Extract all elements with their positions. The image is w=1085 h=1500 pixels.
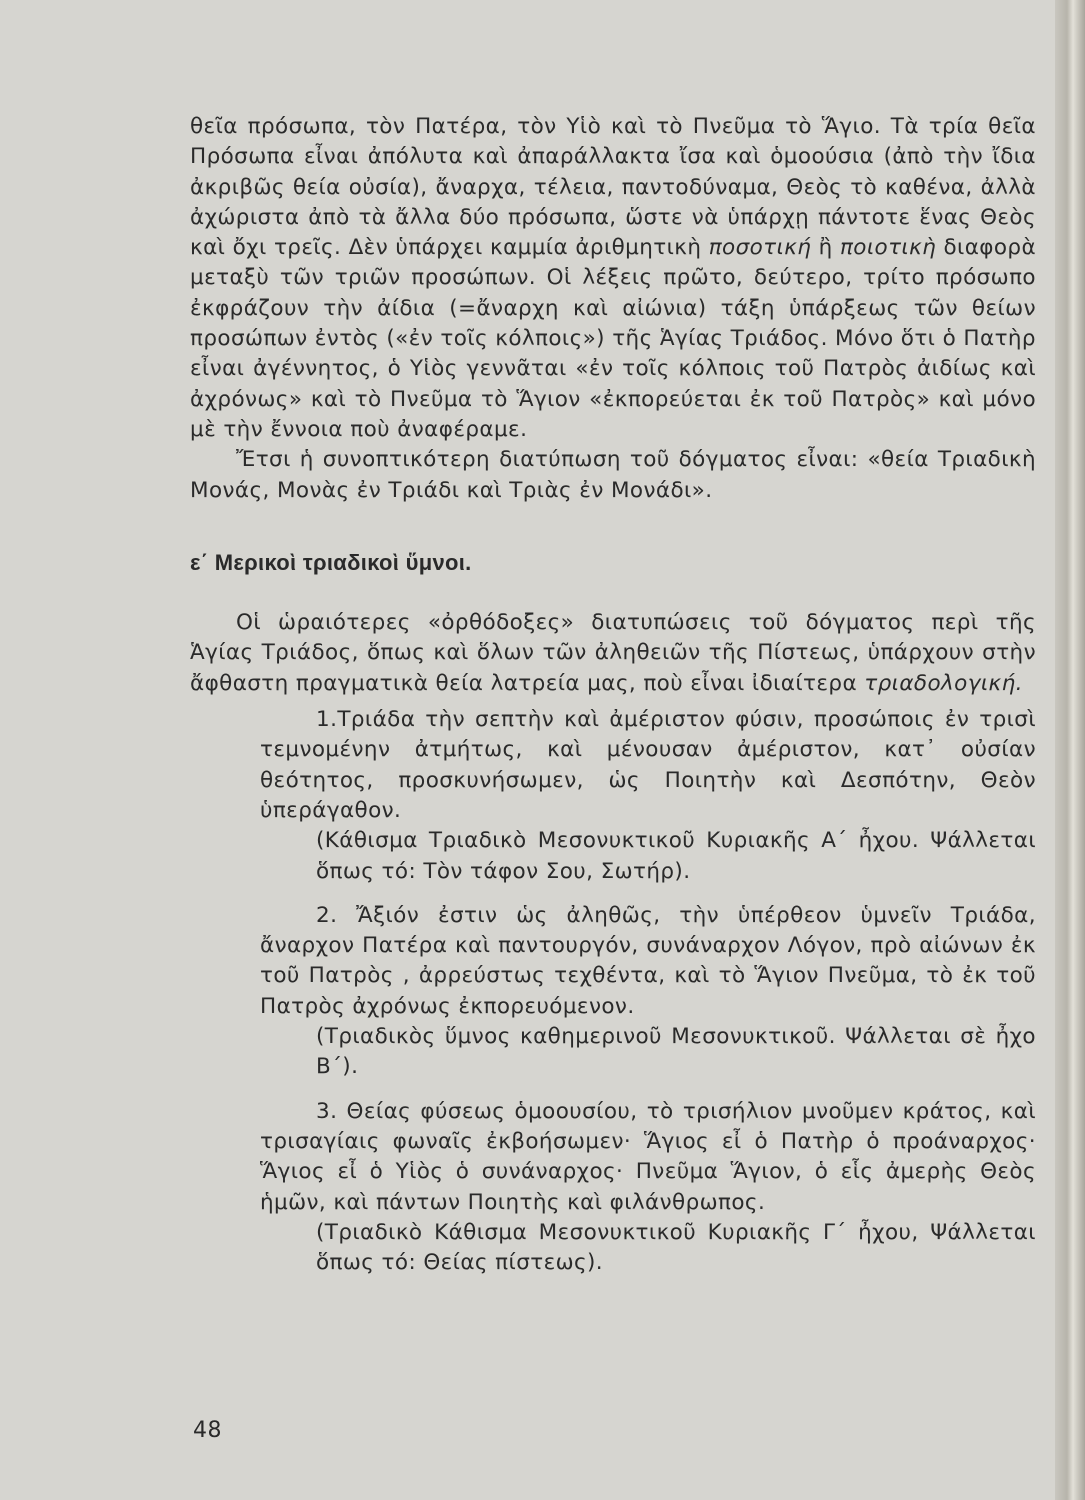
italic-qualitative: ποιοτικὴ — [839, 235, 937, 261]
summary-paragraph: Ἔτσι ἡ συνοπτικότερη διατύπωση τοῦ δόγματος εἶναι: «θεία Τριαδικὴ Μονάς, Μονὰς ἐν Τριάδι καὶ Τριὰς ἐν Μονάδι». — [190, 447, 1036, 503]
italic-quantitative: ποσοτική — [708, 235, 812, 261]
hymn-2 — [260, 901, 1036, 1083]
section-intro: Οἱ ὡραιότερες «ὀρθόδοξες» διατυπώσεις τοῦ δόγματος περὶ τῆς Ἁγίας Τριάδος, ὅπως καὶ ὅλων τῶν ἀληθειῶν τῆς Πίστεως, ὑπάρχουν στὴν ἄφθαστη πραγματικὰ θεία λατρεία μας, ποὺ εἶναι ἰδιαίτερα τριαδολογική. — [190, 610, 1036, 696]
page-text — [190, 112, 1036, 1278]
section-heading: ε΄ Μερικοὶ τριαδικοὶ ὕμνοι. — [190, 549, 472, 575]
hymn-note: (Τριαδικὸς ὕμνος καθημερινοῦ Μεσονυκτικοῦ. Ψάλλεται σὲ ἦχο Β΄). — [316, 1024, 1036, 1080]
hymn-note: (Κάθισμα Τριαδικὸ Μεσονυκτικοῦ Κυριακῆς Α΄ ἦχου. Ψάλλεται ὅπως τό: Τὸν τάφον Σου, Σωτήρ). — [316, 828, 1036, 884]
italic-triadological: τριαδολογική. — [864, 670, 1023, 696]
hymn-text: 1.Τριάδα τὴν σεπτὴν καὶ ἀμέριστον φύσιν, προσώποις ἐν τρισὶ τεμνομένην ἀτμήτως, καὶ μένουσαν ἀμέριστον, κατ᾽ οὐσίαν θεότητος, προσκυνήσωμεν, ὡς Ποιητὴν καὶ Δεσπότην, Θεὸν ὑπεράγαθον. — [260, 707, 1036, 823]
hymn-1 — [260, 705, 1036, 887]
page-edge-shadow — [1055, 0, 1085, 1500]
hymn-text: 2. Ἄξιόν ἐστιν ὡς ἀληθῶς, τὴν ὑπέρθεον ὑμνεῖν Τριάδα, ἄναρχον Πατέρα καὶ παντουργόν, συνάναρχον Λόγον, πρὸ αἰώνων ἐκ τοῦ Πατρὸς , ἀρρεύστως τεχθέντα, καὶ τὸ Ἅγιον Πνεῦμα, τὸ ἐκ τοῦ Πατρὸς ἀχρόνως ἐκπορευόμενον. — [260, 902, 1036, 1019]
page-number: 48 — [193, 1418, 222, 1443]
hymn-3 — [260, 1097, 1036, 1279]
hymn-text: 3. Θείας φύσεως ὁμοουσίου, τὸ τρισήλιον μνοῦμεν κράτος, καὶ τρισαγίαις φωναῖς ἐκβοήσωμεν· Ἅγιος εἶ ὁ Πατὴρ ὁ προάναρχος· Ἅγιος εἶ ὁ Υἱὸς ὁ συνάναρχος· Πνεῦμα Ἅγιον, ὁ εἷς ἀμερὴς Θεὸς ἡμῶν, καὶ πάντων Ποιητὴς καὶ φιλάνθρωπος. — [260, 1098, 1036, 1215]
hymn-note: (Τριαδικὸ Κάθισμα Μεσονυκτικοῦ Κυριακῆς Γ΄ ἦχου, Ψάλλεται ὅπως τό: Θείας πίστεως). — [316, 1219, 1036, 1276]
intro-paragraph: θεῖα πρόσωπα, τὸν Πατέρα, τὸν Υἱὸ καὶ τὸ Πνεῦμα τὸ Ἅγιο. Τὰ τρία θεῖα Πρόσωπα εἶναι ἀπόλυτα καὶ ἀπαράλλακτα ἴσα καὶ ὁμοούσια (ἀπὸ τὴν ἴδια ἀκριβῶς θεία οὐσία), ἄναρχα, τέλεια, παντοδύναμα, Θεὸς τὸ καθένα, ἀλλὰ ἀχώριστα ἀπὸ τὰ ἄλλα δύο πρόσωπα, ὥστε νὰ ὑπάρχῃ πάντοτε ἕνας Θεὸς καὶ ὄχι τρεῖς. Δὲν ὑπάρχει καμμία ἀριθμητικὴ ποσοτική ἢ ποιοτικὴ διαφορὰ μεταξὺ τῶν τριῶν προσώπων. Οἱ λέξεις πρῶτο, δεύτερο, τρίτο πρόσωπο ἐκφράζουν τὴν ἀίδια (=ἄναρχη καὶ αἰώνια) τάξη ὑπάρξεως τῶν θείων προσώπων ἐντὸς («ἐν τοῖς κόλποις») τῆς Ἁγίας Τριάδος. Μόνο ὅτι ὁ Πατὴρ εἶναι ἀγέννητος, ὁ Υἱὸς γεννᾶται «ἐν τοῖς κόλποις τοῦ Πατρὸς ἀιδίως καὶ ἀχρόνως» καὶ τὸ Πνεῦμα τὸ Ἅγιον «ἐκπορεύεται ἐκ τοῦ Πατρὸς» καὶ μόνο μὲ τὴν ἔννοια ποὺ ἀναφέραμε. — [190, 114, 1037, 442]
